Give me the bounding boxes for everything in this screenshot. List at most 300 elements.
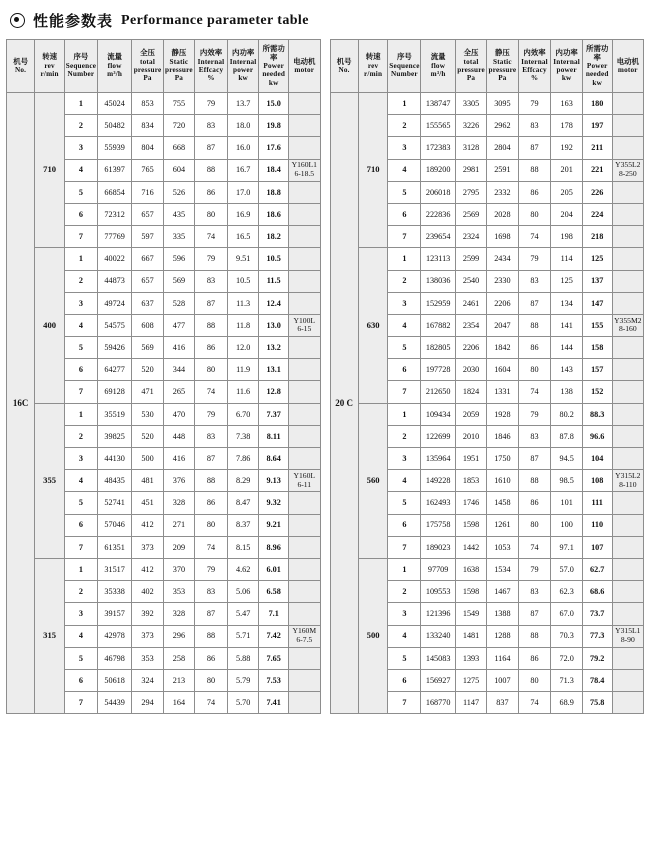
motor-cell-empty xyxy=(612,226,643,248)
column-header-en: pressure xyxy=(457,66,485,75)
cell-flow: 109434 xyxy=(421,403,455,425)
cell-total: 1393 xyxy=(455,647,486,669)
column-header-en: Pa xyxy=(498,74,507,83)
cell-flow: 121396 xyxy=(421,603,455,625)
column-header-en: Effcacy xyxy=(198,66,224,75)
column-header-6 xyxy=(518,40,551,93)
column-header-en: pressure xyxy=(165,66,193,75)
column-header-7 xyxy=(551,40,582,93)
cell-seq: 4 xyxy=(64,470,97,492)
cell-total: 1481 xyxy=(455,625,486,647)
cell-ipower: 7.38 xyxy=(227,425,258,447)
cell-flow: 172383 xyxy=(421,137,455,159)
cell-static: 1164 xyxy=(487,647,518,669)
cell-static: 1610 xyxy=(487,470,518,492)
cell-total: 402 xyxy=(132,581,163,603)
cell-seq: 1 xyxy=(388,248,421,270)
cell-ipower: 13.7 xyxy=(227,93,258,115)
cell-static: 2332 xyxy=(487,181,518,203)
cell-total: 3305 xyxy=(455,93,486,115)
cell-eff: 86 xyxy=(518,647,551,669)
motor-cell-empty xyxy=(289,359,320,381)
cell-seq: 1 xyxy=(64,93,97,115)
cell-eff: 86 xyxy=(518,181,551,203)
cell-flow: 69128 xyxy=(97,381,131,403)
cell-static: 416 xyxy=(163,448,194,470)
cell-flow: 48435 xyxy=(97,470,131,492)
cell-ipower: 201 xyxy=(551,159,582,181)
cell-seq: 1 xyxy=(388,403,421,425)
cell-seq: 3 xyxy=(388,292,421,314)
cell-static: 569 xyxy=(163,270,194,292)
cell-static: 1604 xyxy=(487,359,518,381)
cell-needed: 108 xyxy=(582,470,612,492)
motor-cell-empty xyxy=(289,226,320,248)
cell-ipower: 72.0 xyxy=(551,647,582,669)
left-table-wrap xyxy=(6,39,321,714)
cell-flow: 109553 xyxy=(421,581,455,603)
cell-static: 837 xyxy=(487,692,518,714)
cell-flow: 239654 xyxy=(421,226,455,248)
cell-flow: 182805 xyxy=(421,337,455,359)
cell-eff: 80 xyxy=(195,514,228,536)
cell-ipower: 16.7 xyxy=(227,159,258,181)
cell-needed: 8.96 xyxy=(259,536,289,558)
cell-eff: 86 xyxy=(195,337,228,359)
title-english: Performance parameter table xyxy=(121,12,309,28)
cell-eff: 83 xyxy=(195,270,228,292)
cell-flow: 122699 xyxy=(421,425,455,447)
tables-container xyxy=(0,39,650,714)
cell-ipower: 7.86 xyxy=(227,448,258,470)
table-body-left xyxy=(7,93,321,714)
cell-ipower: 5.06 xyxy=(227,581,258,603)
motor-cell-empty xyxy=(612,381,643,403)
cell-static: 1928 xyxy=(487,403,518,425)
motor-cell-empty xyxy=(289,581,320,603)
cell-flow: 138747 xyxy=(421,93,455,115)
column-header-en: kw xyxy=(561,74,572,83)
cell-ipower: 144 xyxy=(551,337,582,359)
cell-flow: 206018 xyxy=(421,181,455,203)
cell-eff: 86 xyxy=(195,647,228,669)
cell-seq: 2 xyxy=(64,270,97,292)
cell-flow: 152959 xyxy=(421,292,455,314)
motor-cell-empty xyxy=(289,514,320,536)
column-header-5 xyxy=(163,40,194,93)
cell-ipower: 125 xyxy=(551,270,582,292)
rev-cell: 710 xyxy=(35,93,65,248)
column-header-1 xyxy=(358,40,388,93)
column-header-0 xyxy=(330,40,358,93)
cell-static: 416 xyxy=(163,337,194,359)
column-header-en: pressure xyxy=(133,66,162,75)
cell-total: 2461 xyxy=(455,292,486,314)
table-body-right xyxy=(330,93,644,714)
cell-static: 296 xyxy=(163,625,194,647)
cell-flow: 31517 xyxy=(97,558,131,580)
machine-no-cell: 20 C xyxy=(330,93,358,714)
cell-static: 604 xyxy=(163,159,194,181)
cell-ipower: 68.9 xyxy=(551,692,582,714)
column-header-en: motor xyxy=(294,66,315,75)
motor-cell-empty xyxy=(612,581,643,603)
column-header-3 xyxy=(97,40,131,93)
cell-eff: 79 xyxy=(195,248,228,270)
cell-ipower: 141 xyxy=(551,314,582,336)
cell-seq: 7 xyxy=(388,226,421,248)
cell-ipower: 80.2 xyxy=(551,403,582,425)
cell-flow: 50482 xyxy=(97,115,131,137)
cell-seq: 5 xyxy=(388,647,421,669)
cell-static: 209 xyxy=(163,536,194,558)
column-header-en: kw xyxy=(268,78,279,87)
cell-eff: 88 xyxy=(518,159,551,181)
rev-cell: 630 xyxy=(358,248,388,403)
motor-cell-empty xyxy=(612,558,643,580)
cell-eff: 80 xyxy=(518,514,551,536)
cell-total: 520 xyxy=(132,425,163,447)
cell-flow: 189023 xyxy=(421,536,455,558)
cell-ipower: 5.71 xyxy=(227,625,258,647)
cell-needed: 75.8 xyxy=(582,692,612,714)
cell-flow: 162493 xyxy=(421,492,455,514)
cell-flow: 35519 xyxy=(97,403,131,425)
cell-seq: 3 xyxy=(388,448,421,470)
column-header-en: rev xyxy=(367,61,379,70)
column-header-cn: 静压 xyxy=(171,48,187,58)
column-header-en: No. xyxy=(15,66,27,75)
cell-ipower: 8.37 xyxy=(227,514,258,536)
cell-needed: 221 xyxy=(582,159,612,181)
cell-seq: 2 xyxy=(64,581,97,603)
cell-eff: 79 xyxy=(195,403,228,425)
table-row xyxy=(330,558,644,580)
column-header-cn: 全压 xyxy=(140,48,155,58)
cell-ipower: 205 xyxy=(551,181,582,203)
cell-static: 668 xyxy=(163,137,194,159)
cell-eff: 74 xyxy=(195,226,228,248)
cell-needed: 137 xyxy=(582,270,612,292)
cell-needed: 7.53 xyxy=(259,669,289,691)
cell-ipower: 100 xyxy=(551,514,582,536)
cell-flow: 45024 xyxy=(97,93,131,115)
cell-static: 335 xyxy=(163,226,194,248)
cell-total: 1442 xyxy=(455,536,486,558)
cell-flow: 212650 xyxy=(421,381,455,403)
cell-total: 373 xyxy=(132,536,163,558)
cell-needed: 8.64 xyxy=(259,448,289,470)
cell-needed: 155 xyxy=(582,314,612,336)
cell-flow: 52741 xyxy=(97,492,131,514)
cell-total: 2010 xyxy=(455,425,486,447)
cell-seq: 4 xyxy=(388,159,421,181)
cell-needed: 18.2 xyxy=(259,226,289,248)
cell-total: 2981 xyxy=(455,159,486,181)
table-header-left xyxy=(7,40,321,93)
cell-flow: 155565 xyxy=(421,115,455,137)
cell-static: 1698 xyxy=(487,226,518,248)
cell-total: 2206 xyxy=(455,337,486,359)
cell-needed: 88.3 xyxy=(582,403,612,425)
column-header-4 xyxy=(132,40,163,93)
cell-static: 328 xyxy=(163,603,194,625)
cell-eff: 86 xyxy=(518,337,551,359)
cell-eff: 83 xyxy=(518,115,551,137)
column-header-2 xyxy=(388,40,421,93)
cell-eff: 83 xyxy=(195,581,228,603)
motor-cell-empty xyxy=(612,536,643,558)
cell-flow: 156927 xyxy=(421,669,455,691)
motor-cell-empty xyxy=(289,381,320,403)
motor-cell-empty xyxy=(289,203,320,225)
cell-flow: 35338 xyxy=(97,581,131,603)
cell-eff: 80 xyxy=(518,669,551,691)
cell-needed: 12.4 xyxy=(259,292,289,314)
cell-needed: 78.4 xyxy=(582,669,612,691)
column-header-cn: 内功率 xyxy=(232,48,255,58)
cell-total: 2030 xyxy=(455,359,486,381)
cell-total: 597 xyxy=(132,226,163,248)
cell-seq: 5 xyxy=(388,492,421,514)
column-header-en: Internal xyxy=(553,57,581,66)
column-header-en: Static xyxy=(169,57,189,66)
cell-eff: 80 xyxy=(195,669,228,691)
cell-ipower: 16.0 xyxy=(227,137,258,159)
cell-ipower: 8.47 xyxy=(227,492,258,514)
column-header-1 xyxy=(35,40,65,93)
table-row xyxy=(330,248,644,270)
cell-seq: 4 xyxy=(388,470,421,492)
cell-flow: 61351 xyxy=(97,536,131,558)
cell-eff: 80 xyxy=(518,359,551,381)
cell-flow: 39157 xyxy=(97,603,131,625)
table-row xyxy=(7,558,321,580)
cell-needed: 6.01 xyxy=(259,558,289,580)
cell-total: 1275 xyxy=(455,669,486,691)
cell-total: 412 xyxy=(132,558,163,580)
cell-seq: 7 xyxy=(64,692,97,714)
column-header-7 xyxy=(227,40,258,93)
column-header-3 xyxy=(421,40,455,93)
right-table-wrap xyxy=(330,39,645,714)
cell-flow: 59426 xyxy=(97,337,131,359)
cell-eff: 79 xyxy=(195,93,228,115)
cell-seq: 1 xyxy=(64,248,97,270)
column-header-en: m³/h xyxy=(107,70,123,79)
cell-total: 1638 xyxy=(455,558,486,580)
cell-eff: 80 xyxy=(518,203,551,225)
cell-total: 657 xyxy=(132,203,163,225)
cell-needed: 111 xyxy=(582,492,612,514)
column-header-cn: 流量 xyxy=(107,52,123,62)
cell-needed: 68.6 xyxy=(582,581,612,603)
cell-static: 2591 xyxy=(487,159,518,181)
cell-static: 2804 xyxy=(487,137,518,159)
cell-eff: 79 xyxy=(195,558,228,580)
cell-flow: 149228 xyxy=(421,470,455,492)
cell-needed: 13.0 xyxy=(259,314,289,336)
column-header-cn: 电动机 xyxy=(293,56,316,66)
cell-needed: 226 xyxy=(582,181,612,203)
cell-needed: 107 xyxy=(582,536,612,558)
column-header-en: power xyxy=(233,66,254,75)
cell-flow: 97709 xyxy=(421,558,455,580)
cell-static: 1331 xyxy=(487,381,518,403)
cell-static: 1053 xyxy=(487,536,518,558)
motor-cell-empty xyxy=(612,448,643,470)
cell-total: 471 xyxy=(132,381,163,403)
rev-cell: 355 xyxy=(35,403,65,558)
column-header-en: motor xyxy=(617,66,638,75)
cell-eff: 79 xyxy=(518,403,551,425)
cell-flow: 64277 xyxy=(97,359,131,381)
cell-seq: 4 xyxy=(64,625,97,647)
cell-total: 373 xyxy=(132,625,163,647)
cell-eff: 74 xyxy=(518,536,551,558)
column-header-en: needed xyxy=(585,70,609,79)
cell-needed: 79.2 xyxy=(582,647,612,669)
cell-eff: 74 xyxy=(195,536,228,558)
column-header-en: Power xyxy=(263,62,284,71)
cell-static: 526 xyxy=(163,181,194,203)
cell-eff: 88 xyxy=(518,314,551,336)
cell-needed: 10.5 xyxy=(259,248,289,270)
cell-total: 1853 xyxy=(455,470,486,492)
cell-eff: 79 xyxy=(518,558,551,580)
cell-needed: 11.5 xyxy=(259,270,289,292)
motor-cell-empty xyxy=(289,115,320,137)
motor-cell-empty xyxy=(289,248,320,270)
cell-eff: 87 xyxy=(195,137,228,159)
cell-ipower: 12.0 xyxy=(227,337,258,359)
cell-needed: 7.65 xyxy=(259,647,289,669)
cell-total: 3128 xyxy=(455,137,486,159)
cell-seq: 4 xyxy=(388,314,421,336)
column-header-cn: 所需功率 xyxy=(586,44,609,62)
cell-total: 1598 xyxy=(455,581,486,603)
motor-cell: Y160L 6-11 xyxy=(289,470,320,492)
cell-ipower: 87.8 xyxy=(551,425,582,447)
cell-ipower: 8.15 xyxy=(227,536,258,558)
cell-total: 667 xyxy=(132,248,163,270)
cell-seq: 2 xyxy=(388,425,421,447)
motor-cell-empty xyxy=(289,536,320,558)
cell-flow: 145083 xyxy=(421,647,455,669)
cell-static: 376 xyxy=(163,470,194,492)
cell-static: 435 xyxy=(163,203,194,225)
cell-static: 528 xyxy=(163,292,194,314)
cell-ipower: 71.3 xyxy=(551,669,582,691)
cell-seq: 1 xyxy=(388,558,421,580)
column-header-en: Static xyxy=(493,57,512,66)
cell-needed: 6.58 xyxy=(259,581,289,603)
column-header-cn: 机号 xyxy=(13,56,28,66)
column-header-en: Sequence xyxy=(389,61,420,70)
cell-total: 1746 xyxy=(455,492,486,514)
machine-no-cell: 16C xyxy=(7,93,35,714)
cell-flow: 44873 xyxy=(97,270,131,292)
cell-needed: 180 xyxy=(582,93,612,115)
cell-eff: 87 xyxy=(518,603,551,625)
cell-seq: 1 xyxy=(64,403,97,425)
motor-cell-empty xyxy=(289,137,320,159)
cell-ipower: 143 xyxy=(551,359,582,381)
cell-eff: 87 xyxy=(195,292,228,314)
cell-static: 164 xyxy=(163,692,194,714)
cell-eff: 88 xyxy=(518,470,551,492)
cell-seq: 3 xyxy=(64,448,97,470)
cell-seq: 6 xyxy=(388,359,421,381)
cell-static: 213 xyxy=(163,669,194,691)
cell-seq: 3 xyxy=(64,137,97,159)
column-header-cn: 内功率 xyxy=(555,48,578,58)
cell-seq: 7 xyxy=(64,536,97,558)
cell-total: 2059 xyxy=(455,403,486,425)
cell-static: 596 xyxy=(163,248,194,270)
cell-total: 834 xyxy=(132,115,163,137)
column-header-cn: 机号 xyxy=(336,56,352,66)
cell-needed: 13.1 xyxy=(259,359,289,381)
cell-seq: 1 xyxy=(388,93,421,115)
column-header-en: kw xyxy=(238,74,248,83)
cell-total: 2569 xyxy=(455,203,486,225)
cell-total: 2795 xyxy=(455,181,486,203)
cell-ipower: 11.9 xyxy=(227,359,258,381)
cell-needed: 125 xyxy=(582,248,612,270)
column-header-cn: 转速 xyxy=(365,52,381,62)
cell-needed: 18.6 xyxy=(259,203,289,225)
motor-cell-empty xyxy=(612,93,643,115)
column-header-8 xyxy=(582,40,612,93)
cell-static: 271 xyxy=(163,514,194,536)
cell-seq: 3 xyxy=(388,603,421,625)
cell-needed: 9.32 xyxy=(259,492,289,514)
column-header-en: total xyxy=(463,57,479,66)
cell-static: 1842 xyxy=(487,337,518,359)
column-header-en: Sequence xyxy=(65,61,97,70)
cell-seq: 6 xyxy=(64,359,97,381)
cell-flow: 54439 xyxy=(97,692,131,714)
cell-eff: 88 xyxy=(518,625,551,647)
motor-cell-empty xyxy=(612,137,643,159)
cell-needed: 18.4 xyxy=(259,159,289,181)
cell-static: 1534 xyxy=(487,558,518,580)
cell-needed: 19.8 xyxy=(259,115,289,137)
cell-flow: 49724 xyxy=(97,292,131,314)
cell-flow: 175758 xyxy=(421,514,455,536)
bullet-icon xyxy=(10,13,25,28)
motor-cell-empty xyxy=(289,448,320,470)
cell-seq: 6 xyxy=(388,514,421,536)
cell-seq: 2 xyxy=(64,115,97,137)
motor-cell-empty xyxy=(289,337,320,359)
motor-cell: Y355L2 8-250 xyxy=(612,159,643,181)
cell-static: 470 xyxy=(163,403,194,425)
motor-cell-empty xyxy=(289,425,320,447)
motor-cell-empty xyxy=(612,270,643,292)
cell-eff: 87 xyxy=(518,137,551,159)
cell-total: 608 xyxy=(132,314,163,336)
column-header-en: Pa xyxy=(174,74,184,83)
cell-seq: 3 xyxy=(64,292,97,314)
motor-cell-empty xyxy=(289,270,320,292)
cell-total: 1951 xyxy=(455,448,486,470)
column-header-cn: 内效率 xyxy=(523,48,546,58)
cell-flow: 189200 xyxy=(421,159,455,181)
cell-ipower: 97.1 xyxy=(551,536,582,558)
cell-static: 2028 xyxy=(487,203,518,225)
